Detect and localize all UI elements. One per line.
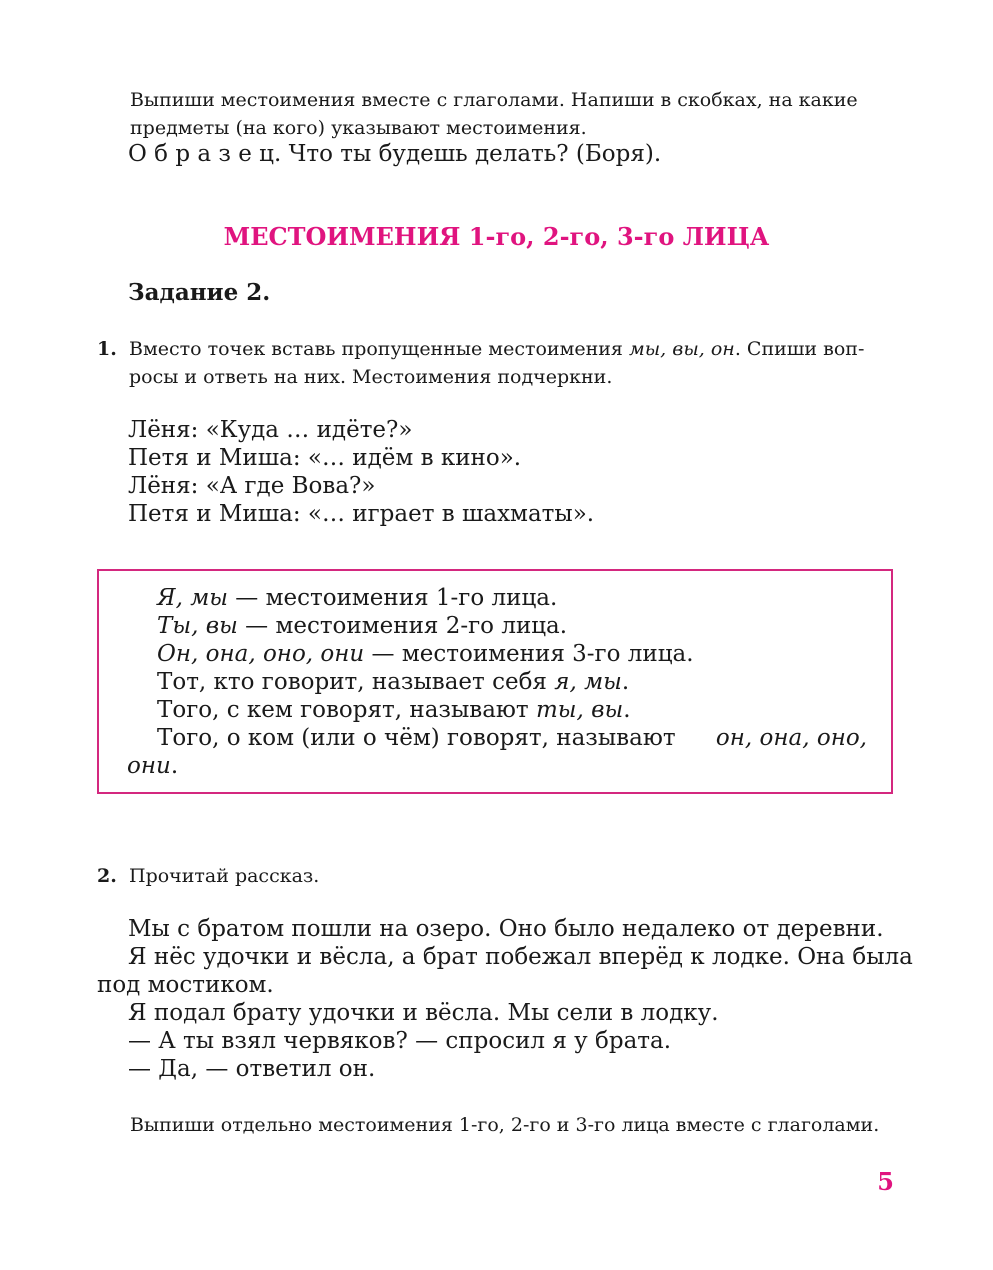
exercise-1-text-a: Вместо точек вставь пропущенные местоимения (129, 338, 629, 360)
dialogue-line: Лёня: «А где Вова?» (128, 473, 376, 499)
rule-line-4 (157, 668, 629, 696)
page-number: 5 (877, 1167, 894, 1196)
rule-box (97, 569, 893, 794)
section-heading: МЕСТОИМЕНИЯ 1-го, 2-го, 3-го ЛИЦА (223, 222, 770, 251)
rule-text: . (621, 669, 630, 695)
rule-italic: Ты, вы (157, 613, 238, 639)
rule-text: . (623, 697, 631, 723)
exercise-2-text: Прочитай рассказ. (129, 865, 320, 887)
rule-line-5 (157, 696, 631, 724)
rule-text: — местоимения 3-го лица. (364, 641, 694, 667)
rule-text: Того, с кем говорят, называют (157, 697, 536, 723)
intro-line-1: Выпиши местоимения вместе с глаголами. Напиши в скобках, на какие (130, 89, 858, 111)
rule-text: . (170, 753, 179, 779)
dialogue-line: Петя и Миша: «… играет в шахматы». (128, 501, 595, 527)
rule-text: Того, о ком (или о чём) говорят, называют (157, 725, 676, 751)
rule-line-2 (157, 612, 567, 640)
sample-line (128, 140, 661, 168)
rule-line-6 (157, 724, 867, 752)
rule-text: Тот, кто говорит, называет себя (157, 669, 555, 695)
dialogue-line: Петя и Миша: «… идём в кино». (128, 445, 522, 471)
story-line: Я подал брату удочки и вёсла. Мы сели в лодку. (128, 1000, 719, 1026)
dialogue-line: Лёня: «Куда … идёте?» (128, 417, 413, 443)
exercise-2-instruction (97, 862, 319, 890)
story-line: под мостиком. (97, 972, 274, 998)
rule-italic: они (127, 753, 171, 779)
story-line: Мы с братом пошли на озеро. Оно было недалеко от деревни. (128, 916, 884, 942)
final-instruction: Выпиши отдельно местоимения 1-го, 2-го и 3-го лица вместе с глаголами. (130, 1114, 880, 1136)
sample-label: О б р а з е ц. (128, 141, 282, 167)
story-line: — А ты взял червяков? — спросил я у брата. (128, 1028, 672, 1054)
exercise-1-instruction-line-2: росы и ответь на них. Местоимения подчеркни. (129, 366, 613, 388)
exercise-1-number: 1. (97, 338, 117, 360)
rule-italic: я, мы (554, 669, 622, 695)
exercise-1-instruction-line-1 (97, 335, 864, 363)
intro-line-2: предметы (на кого) указывают местоимения. (130, 117, 587, 139)
sample-text: Что ты будешь делать? (Боря). (288, 141, 662, 167)
rule-line-7 (127, 752, 178, 780)
story-line: — Да, — ответил он. (128, 1056, 376, 1082)
rule-italic: Я, мы (157, 585, 228, 611)
rule-italic: Он, она, оно, они (157, 641, 365, 667)
rule-text: — местоимения 2-го лица. (237, 613, 568, 639)
exercise-1-italic-pronouns: мы, вы, он (628, 338, 735, 360)
story-line: Я нёс удочки и вёсла, а брат побежал вперёд к лодке. Она была (128, 944, 913, 970)
rule-text: — местоимения 1-го лица. (228, 585, 558, 611)
rule-line-1 (157, 584, 557, 612)
exercise-2-number: 2. (97, 865, 117, 887)
rule-line-3 (157, 640, 694, 668)
rule-italic: он, она, оно, (715, 725, 867, 751)
exercise-1-text-b: . Спиши воп- (734, 338, 865, 360)
task-title: Задание 2. (128, 279, 271, 306)
rule-italic: ты, вы (535, 697, 624, 723)
